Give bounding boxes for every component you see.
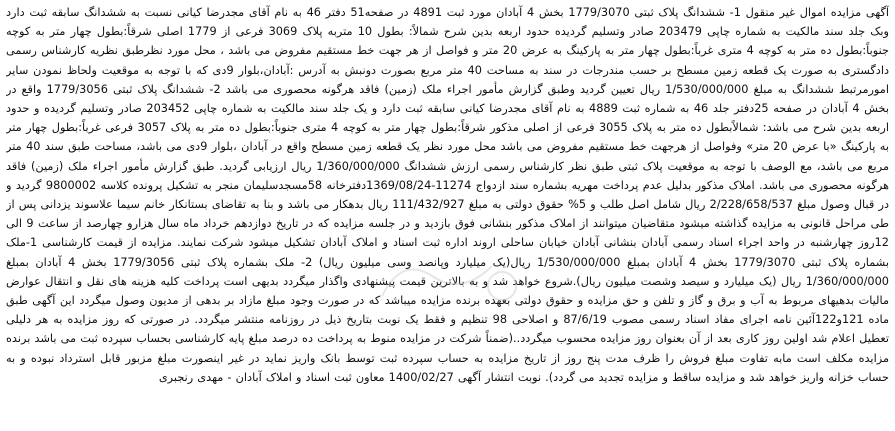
auction-notice [6, 3, 889, 428]
notice-body: آگهی مزایده اموال غیر منقول 1- ششدانگ پلاک ثبتی 1779/3070 بخش 4 آبادان مورد ثبت 4891 در صفحه51 دفتر 46 به نام آقای مجدرضا کیانی نسبت به ششدانگ سابقه ثبت دارد وبک جلد سند مالکیت به شماره چاپی 203479 صادر وتسلیم گردیده حدود اربعه بدین شرح شمالاً: بطول 10 متربه پلاک 3069 فرعی از 1779 اصلی شرقاً:بطول چهار متر به کوچه جنوباً:بطول ده متر به کوچه 4 متری غرباً:بطول چهار متر به پارکینگ به عرض 20 متر و فواصل از هر جهت خط مستقیم مفروض می باشد ، محل مورد نظرطبق نظریه کارشناس رسمی دادگستری به صورت یک قطعه زمین مسطح بر حسب مندرجات در سند به مساحت 40 متر مربع بصورت دونبش به آدرس :آبادان،بلوار 9دی که با توجه به موقعیت ولحاظ نمودن سایر امورمرتبط ششدانگ به مبلغ 1/530/000/000 ریال تعیین گردید وطبق گزارش مأمور اجراء ملک (زمین) فاقد هرگونه محصوری می باشد 2- ششدانگ پلاک ثبتی 1779/3056 واقع در بخش 4 آبادان در صفحه 25دفتر جلد 46 به شماره ثبت 4889 به نام آقای مجدرضا کیانی سابقه ثبت دارد و یک جلد سند مالکیت به شماره چاپی 203452 صادر وتسلیم گردیده و حدود اربعه بدین شرح می باشد: شمالاًبطول ده متر به پلاک 3055 فرعی از اصلی مذکور شرقاً:بطول چهار متر به کوچه 4 متری جنوباً:بطول ده متر به پلاک 3057 فرعی غرباً:بطول چهار متر به پارکینگ «با عرض 20 متر» وفواصل از هرجهت خط مستقیم مفروض می باشد محل مورد نظر یک قطعه زمین مسطح واقع در آبادان ،بلوار 9دی می باشد، مساحت طبق سند 40 متر مربع می باشد، مع الوصف با توجه به موقعیت پلاک ثبتی طبق نظر کارشناس رسمی ارزش ششدانگ 1/360/000/000 ریال ارزیابی گردید. طبق گزارش مأمور اجراء ملک (زمین) فاقد هرگونه محصوری می باشد. املاک مذکور بدلیل عدم پرداخت مهریه بشماره سند ازدواج 11274-1369/08/24دفترخانه 58مسجدسلیمان منجر به تشکیل پرونده کلاسه 9800002 گردید و در قبال وصول مبلغ 2/228/658/537 ریال شامل اصل طلب و 5% حقوق دولتی به مبلغ 111/432/927 ریال بدهکار می باشد و بنا به تقاضای بستانکار خانم سیما علاسوند یزدانی پس از طی مراحل قانونی به مزایده گذاشته میشود متقاضیان میتوانند از املاک مذکور بنشانی فوق بازدید و در جلسه مزایده که در تاریخ دوازدهم خرداد ماه سال هزارو چهارصد از ساعت 9 الی 12روز چهارشنبه در واحد اجراء اسناد رسمی آبادان بنشانی آبادان خیابان ساحلی اروند اداره ثبت اسناد و املاک آبادان تشکیل میشود شرکت نمایند. مزایده از قیمت کارشناسی 1-ملک بشماره پلاک ثبتی 1779/3070 بخش 4 آبادان بمبلغ 1/530/000/000 ریال(یک میلیارد وپانصد وسی میلیون ریال) 2- ملک بشماره پلاک ثبتی 1779/3056 بخش 4 آبادان بمبلغ 1/360/000/000 ریال (یک میلیارد و سیصد وشصت میلیون ریال).شروع خواهد شد و به بالاترین قیمت پیشنهادی واگذار میگردد بدیهی است پرداخت کلیه هزینه های نقل و انتقال عوارض مالیات بدهیهای مربوط به آب و برق و گاز و تلفن و حق مزایده و حقوق دولتی بعهده برنده مزایده میباشد که در صورت وجود مبلغ مازاد بر بدهی از مدیون وصول میگردد این آگهی طبق ماده 121و122آئین نامه اجرای مفاد اسناد رسمی مصوب 87/6/19 و اصلاحی 98 تنظیم و فقط یک نوبت بتاریخ ذیل در روزنامه منتشر میگردد. در صورتی که روز مزایده به هر دلیلی تعطیل اعلام شد اولین روز کاری بعد از آن بعنوان روز مزایده محسوب میگردد..(ضمناً شرکت در مزایده منوط به پرداخت ده درصد مبلغ پایه کارشناسی بحساب سپرده ثبت می باشد برنده مزایده مکلف است مابه تفاوت مبلغ فروش را ظرف مدت پنج روز از تاریخ مزایده به حساب سپرده ثبت توسط بانک واریز نماید در غیر اینصورت مبلغ مزبور قابل استرداد نبوده و به حساب خزانه واریز خواهد شد و مزایده ساقط و مزایده تجدید می گردد). نوبت انتشار آگهی 1400/02/27 معاون ثبت اسناد و املاک آبادان - مهدی رنجبری [6, 6, 889, 384]
